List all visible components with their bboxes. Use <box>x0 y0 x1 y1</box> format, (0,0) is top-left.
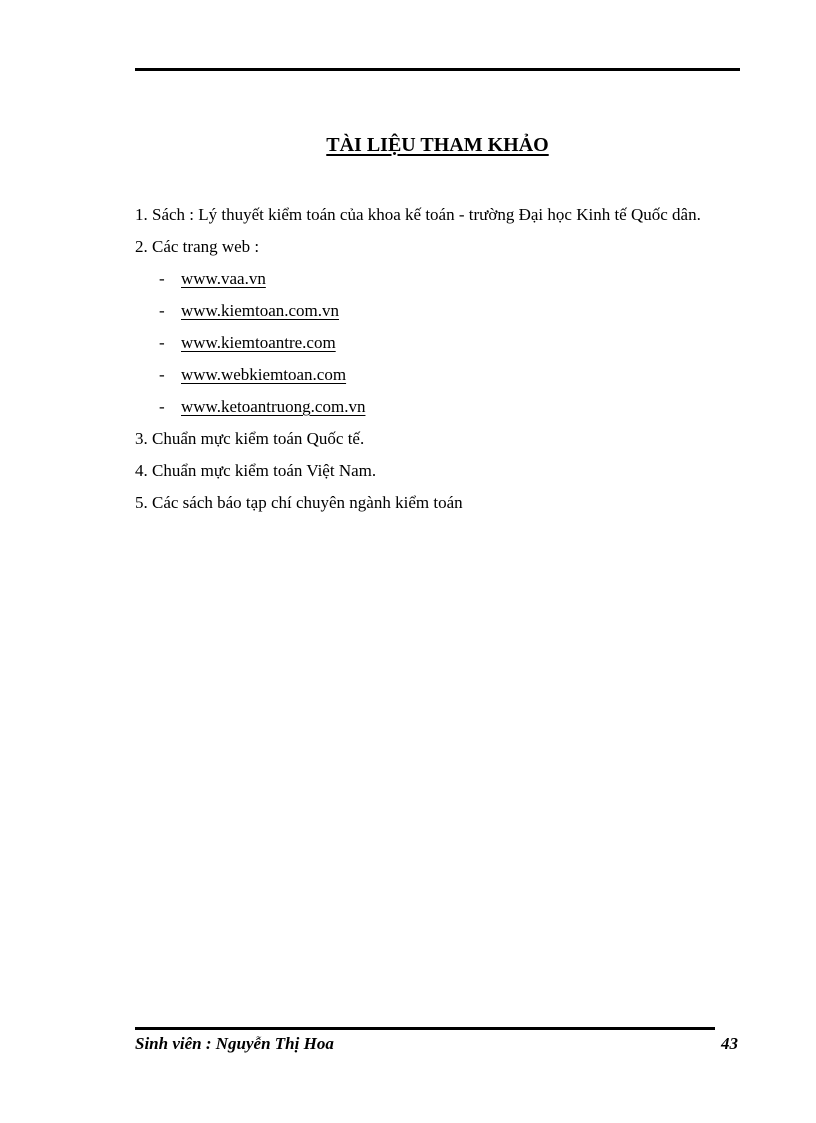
page-title: TÀI LIỆU THAM KHẢO <box>326 134 549 156</box>
website-link-webkiemtoan[interactable]: www.webkiemtoan.com <box>181 365 347 384</box>
website-list-item <box>135 295 740 327</box>
reference-item-2: 2. Các trang web : <box>135 237 260 256</box>
bullet-dash: - <box>159 365 165 384</box>
reference-item-4: 4. Chuẩn mực kiểm toán Việt Nam. <box>135 461 377 480</box>
footer-author: Sinh viên : Nguyễn Thị Hoa <box>135 1034 334 1053</box>
reference-list <box>135 199 740 519</box>
page-number: 43 <box>721 1034 738 1053</box>
reference-item-5: 5. Các sách báo tạp chí chuyên ngành kiểm toán <box>135 493 463 512</box>
website-link-ketoantruong[interactable]: www.ketoantruong.com.vn <box>181 397 366 416</box>
header-rule <box>135 68 740 71</box>
website-list-item <box>135 263 740 295</box>
website-link-kiemtoantre[interactable]: www.kiemtoantre.com <box>181 333 336 352</box>
website-link-kiemtoan[interactable]: www.kiemtoan.com.vn <box>181 301 340 320</box>
bullet-dash: - <box>159 397 165 416</box>
website-list-item <box>135 391 740 423</box>
website-link-vaa[interactable]: www.vaa.vn <box>181 269 266 288</box>
website-list-item <box>135 359 740 391</box>
footer-rule <box>135 1027 715 1030</box>
reference-item-1: 1. Sách : Lý thuyết kiểm toán của khoa kế toán - trường Đại học Kinh tế Quốc dân. <box>135 205 701 224</box>
bullet-dash: - <box>159 333 165 352</box>
bullet-dash: - <box>159 301 165 320</box>
website-list-item <box>135 327 740 359</box>
bullet-dash: - <box>159 269 165 288</box>
reference-item-3: 3. Chuẩn mực kiểm toán Quốc tế. <box>135 429 365 448</box>
